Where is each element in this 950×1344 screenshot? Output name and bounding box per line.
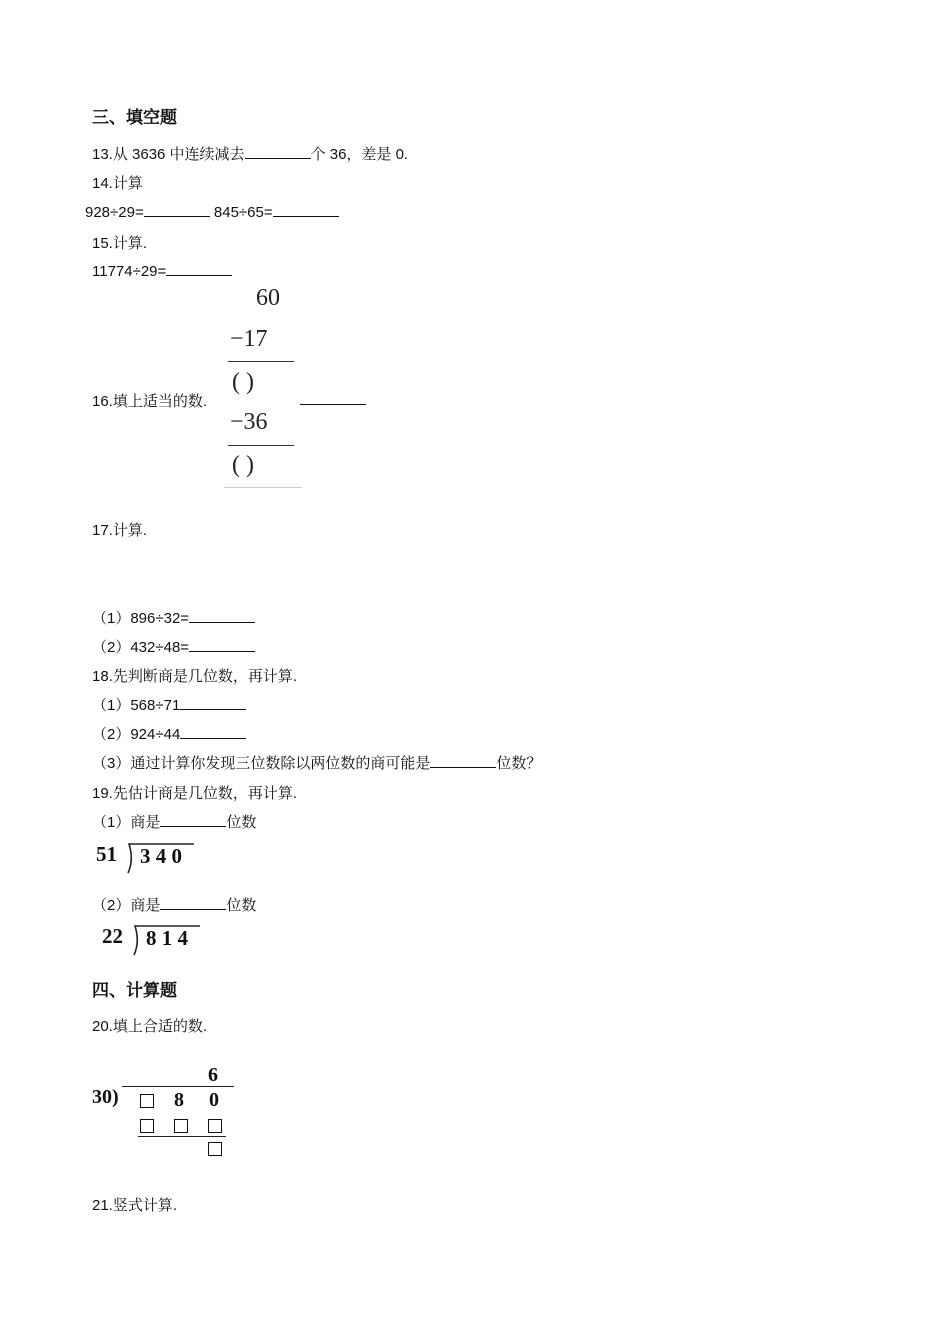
q18-item-2-text: （2）924÷44 [92,726,181,743]
q19-item-2-text-before: （2）商是 [92,897,161,914]
q15-expr: 11774÷29= [92,263,167,280]
div1-divisor: 51 [96,842,117,866]
div2-dividend: 8 1 4 [146,926,188,950]
q17-item-1 [92,607,255,628]
puzzle-box-product-1[interactable] [140,1119,154,1133]
q19-item-1-text-after: 位数 [226,814,257,831]
q17-item-2-text: （2）432÷48= [92,639,190,656]
q19-item-1-text-before: （1）商是 [92,814,161,831]
q18-item-3-text-before: （3）通过计算你发现三位数除以两位数的商可能是 [92,755,431,772]
q18-answer-blank-1[interactable] [180,695,246,710]
q13-answer-blank[interactable] [245,144,311,159]
sub-figure-blank-1: ( ) [232,369,254,395]
q18-item-3 [92,752,541,773]
question-13 [92,143,408,164]
sub-figure-blank-2: ( ) [232,452,254,478]
q14-expr-2: 845÷65= [213,204,273,221]
q18-item-2 [92,723,246,744]
q17-item-1-text: （1）896÷32= [92,610,190,627]
q19-answer-blank-2[interactable] [160,895,226,910]
q14-answer-blank-1[interactable] [144,202,210,217]
q16-answer [300,390,366,409]
sub-figure-rule-2 [228,445,294,446]
puzzle-rule [138,1136,226,1137]
q16-answer-blank[interactable] [300,390,366,405]
q14-answer-blank-2[interactable] [273,202,339,217]
div2-divisor: 22 [102,924,123,948]
q17-answer-blank-2[interactable] [189,637,255,652]
subtraction-figure [224,285,302,488]
puzzle-vinculum [122,1086,234,1087]
q19-item-1 [92,811,256,832]
q17-item-2 [92,636,255,657]
puzzle-box-remainder[interactable] [208,1142,222,1156]
long-division-figure-2 [102,922,212,958]
question-14-expressions [85,202,339,221]
q13-text-before: 13.从 3636 中连续减去 [92,146,245,163]
q18-item-3-text-after: 位数？ [496,755,542,772]
puzzle-quotient: 6 [208,1064,218,1086]
q17-label: 17.计算. [92,522,148,539]
q16-label: 16.填上适当的数. [92,393,208,410]
q17-answer-blank-1[interactable] [189,608,255,623]
question-15-expression [92,261,232,280]
section-heading-calculation: 四、计算题 [92,981,177,1000]
puzzle-box-dividend-hundreds[interactable] [140,1094,154,1108]
q14-expr-1: 928÷29= [85,204,144,221]
q13-text-after: 个 36，差是 0. [310,146,409,163]
q19-answer-blank-1[interactable] [160,812,226,827]
long-division-figure-1 [96,840,206,876]
sub-figure-minus-17: −17 [230,326,268,352]
q14-label: 14.计算 [92,175,143,192]
q21-label: 21.竖式计算. [92,1197,178,1214]
puzzle-dividend-8: 8 [174,1089,184,1111]
q18-item-1-text: （1）568÷71 [92,697,181,714]
q15-label: 15.计算. [92,235,148,252]
sub-figure-rule-1 [228,361,294,362]
q18-item-1 [92,694,246,715]
div1-dividend: 3 4 0 [140,844,182,868]
q18-label: 18.先判断商是几位数，再计算. [92,668,298,685]
q19-label: 19.先估计商是几位数，再计算. [92,785,298,802]
puzzle-box-product-2[interactable] [174,1119,188,1133]
q15-answer-blank[interactable] [166,261,232,276]
q19-item-2 [92,894,256,915]
sub-figure-minus-36: −36 [230,409,268,435]
q19-item-2-text-after: 位数 [226,897,257,914]
puzzle-divisor: 30) [92,1086,119,1108]
section-heading-fill-in: 三、填空题 [92,108,177,127]
q18-answer-blank-2[interactable] [180,724,246,739]
q18-answer-blank-3[interactable] [430,753,496,768]
long-division-puzzle [92,1062,242,1162]
puzzle-dividend-0: 0 [209,1089,219,1111]
sub-figure-top-number: 60 [256,285,280,311]
puzzle-box-product-3[interactable] [208,1119,222,1133]
q20-label: 20.填上合适的数. [92,1018,208,1035]
